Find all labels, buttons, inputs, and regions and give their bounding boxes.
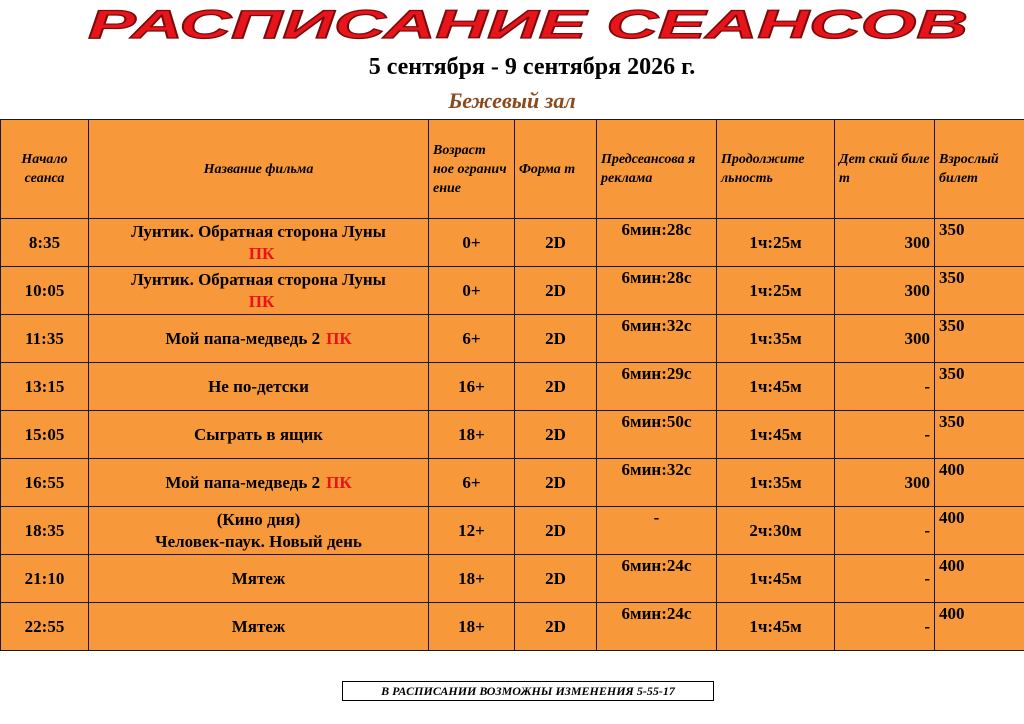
movie-title-prefix: (Кино дня) xyxy=(216,509,301,529)
duration: 1ч:35м xyxy=(717,315,835,363)
schedule-table xyxy=(0,119,1024,651)
col-header-child: Дет ский биле т xyxy=(835,120,935,219)
format: 2D xyxy=(515,555,597,603)
duration: 1ч:45м xyxy=(717,411,835,459)
movie-title: Лунтик. Обратная сторона Луны xyxy=(131,221,386,241)
child-ticket-price: - xyxy=(835,555,935,603)
adult-ticket-price: 350 xyxy=(935,363,1024,411)
format: 2D xyxy=(515,267,597,315)
table-row xyxy=(1,315,1024,363)
adult-ticket-price: 350 xyxy=(935,315,1024,363)
child-ticket-price: - xyxy=(835,363,935,411)
schedule-change-note: В РАСПИСАНИИ ВОЗМОЖНЫ ИЗМЕНЕНИЯ 5-55-17 xyxy=(342,681,714,701)
col-header-adult: Взрослый билет xyxy=(935,120,1024,219)
format: 2D xyxy=(515,219,597,267)
adult-ticket-price: 400 xyxy=(935,603,1024,651)
title-wordart xyxy=(0,0,1024,46)
format: 2D xyxy=(515,459,597,507)
movie-title: Мой папа-медведь 2 xyxy=(165,328,321,348)
duration: 1ч:45м xyxy=(717,363,835,411)
pre-show-ads: 6мин:50с xyxy=(597,411,717,459)
col-header-format: Форма т xyxy=(515,120,597,219)
col-header-time: Начало сеанса xyxy=(1,120,89,219)
age-rating: 6+ xyxy=(429,315,515,363)
age-rating: 6+ xyxy=(429,459,515,507)
movie-title-cell xyxy=(89,219,429,267)
child-ticket-price: 300 xyxy=(835,459,935,507)
age-rating: 0+ xyxy=(429,219,515,267)
movie-title: Мой папа-медведь 2 xyxy=(165,472,321,492)
adult-ticket-price: 350 xyxy=(935,411,1024,459)
format: 2D xyxy=(515,507,597,555)
age-rating: 18+ xyxy=(429,411,515,459)
session-time: 15:05 xyxy=(1,411,89,459)
movie-title-cell xyxy=(89,411,429,459)
duration: 1ч:25м xyxy=(717,219,835,267)
movie-title-cell xyxy=(89,603,429,651)
movie-title-cell xyxy=(89,555,429,603)
col-header-ad: Предсеансова я реклама xyxy=(597,120,717,219)
page-title xyxy=(0,0,1024,46)
table-row xyxy=(1,411,1024,459)
adult-ticket-price: 350 xyxy=(935,219,1024,267)
movie-title: Человек-паук. Новый день xyxy=(155,531,362,551)
movie-title: Лунтик. Обратная сторона Луны xyxy=(131,269,386,289)
format: 2D xyxy=(515,411,597,459)
format: 2D xyxy=(515,315,597,363)
movie-title-cell xyxy=(89,363,429,411)
pushkin-card-badge: ПК xyxy=(326,328,352,348)
pre-show-ads: 6мин:28с xyxy=(597,219,717,267)
adult-ticket-price: 350 xyxy=(935,267,1024,315)
table-row xyxy=(1,603,1024,651)
pre-show-ads: 6мин:24с xyxy=(597,555,717,603)
duration: 2ч:30м xyxy=(717,507,835,555)
table-row xyxy=(1,507,1024,555)
age-rating: 0+ xyxy=(429,267,515,315)
movie-title: Сыграть в ящик xyxy=(194,424,323,444)
pre-show-ads: 6мин:29с xyxy=(597,363,717,411)
child-ticket-price: 300 xyxy=(835,219,935,267)
movie-title: Мятеж xyxy=(231,616,286,636)
session-time: 8:35 xyxy=(1,219,89,267)
pushkin-card-badge: ПК xyxy=(248,243,275,263)
table-row xyxy=(1,363,1024,411)
adult-ticket-price: 400 xyxy=(935,555,1024,603)
pre-show-ads: - xyxy=(597,507,717,555)
adult-ticket-price: 400 xyxy=(935,459,1024,507)
table-header-row xyxy=(1,120,1024,219)
child-ticket-price: - xyxy=(835,507,935,555)
pre-show-ads: 6мин:32с xyxy=(597,315,717,363)
movie-title: Не по-детски xyxy=(208,376,309,396)
format: 2D xyxy=(515,363,597,411)
child-ticket-price: 300 xyxy=(835,267,935,315)
movie-title-cell xyxy=(89,315,429,363)
date-range: 5 сентября - 9 сентября 2026 г. xyxy=(368,54,696,80)
session-time: 10:05 xyxy=(1,267,89,315)
adult-ticket-price: 400 xyxy=(935,507,1024,555)
movie-title-cell xyxy=(89,507,429,555)
pushkin-card-badge: ПК xyxy=(248,291,275,311)
table-row xyxy=(1,267,1024,315)
child-ticket-price: - xyxy=(835,411,935,459)
child-ticket-price: - xyxy=(835,603,935,651)
age-rating: 18+ xyxy=(429,555,515,603)
pushkin-card-badge: ПК xyxy=(326,472,352,492)
format: 2D xyxy=(515,603,597,651)
duration: 1ч:45м xyxy=(717,555,835,603)
movie-title: Мятеж xyxy=(231,568,286,588)
age-rating: 12+ xyxy=(429,507,515,555)
table-row xyxy=(1,555,1024,603)
session-time: 22:55 xyxy=(1,603,89,651)
table-row xyxy=(1,219,1024,267)
child-ticket-price: 300 xyxy=(835,315,935,363)
col-header-title: Название фильма xyxy=(89,120,429,219)
duration: 1ч:45м xyxy=(717,603,835,651)
session-time: 16:55 xyxy=(1,459,89,507)
session-time: 11:35 xyxy=(1,315,89,363)
title-text: РАСПИСАНИЕ СЕАНСОВ xyxy=(88,3,968,46)
col-header-duration: Продолжите льность xyxy=(717,120,835,219)
session-time: 21:10 xyxy=(1,555,89,603)
movie-title-cell xyxy=(89,267,429,315)
session-time: 18:35 xyxy=(1,507,89,555)
pre-show-ads: 6мин:24с xyxy=(597,603,717,651)
hall-name: Бежевый зал xyxy=(448,88,576,113)
duration: 1ч:25м xyxy=(717,267,835,315)
pre-show-ads: 6мин:32с xyxy=(597,459,717,507)
col-header-age: Возраст ное огранич ение xyxy=(429,120,515,219)
age-rating: 16+ xyxy=(429,363,515,411)
table-row xyxy=(1,459,1024,507)
pre-show-ads: 6мин:28с xyxy=(597,267,717,315)
movie-title-cell xyxy=(89,459,429,507)
age-rating: 18+ xyxy=(429,603,515,651)
duration: 1ч:35м xyxy=(717,459,835,507)
session-time: 13:15 xyxy=(1,363,89,411)
